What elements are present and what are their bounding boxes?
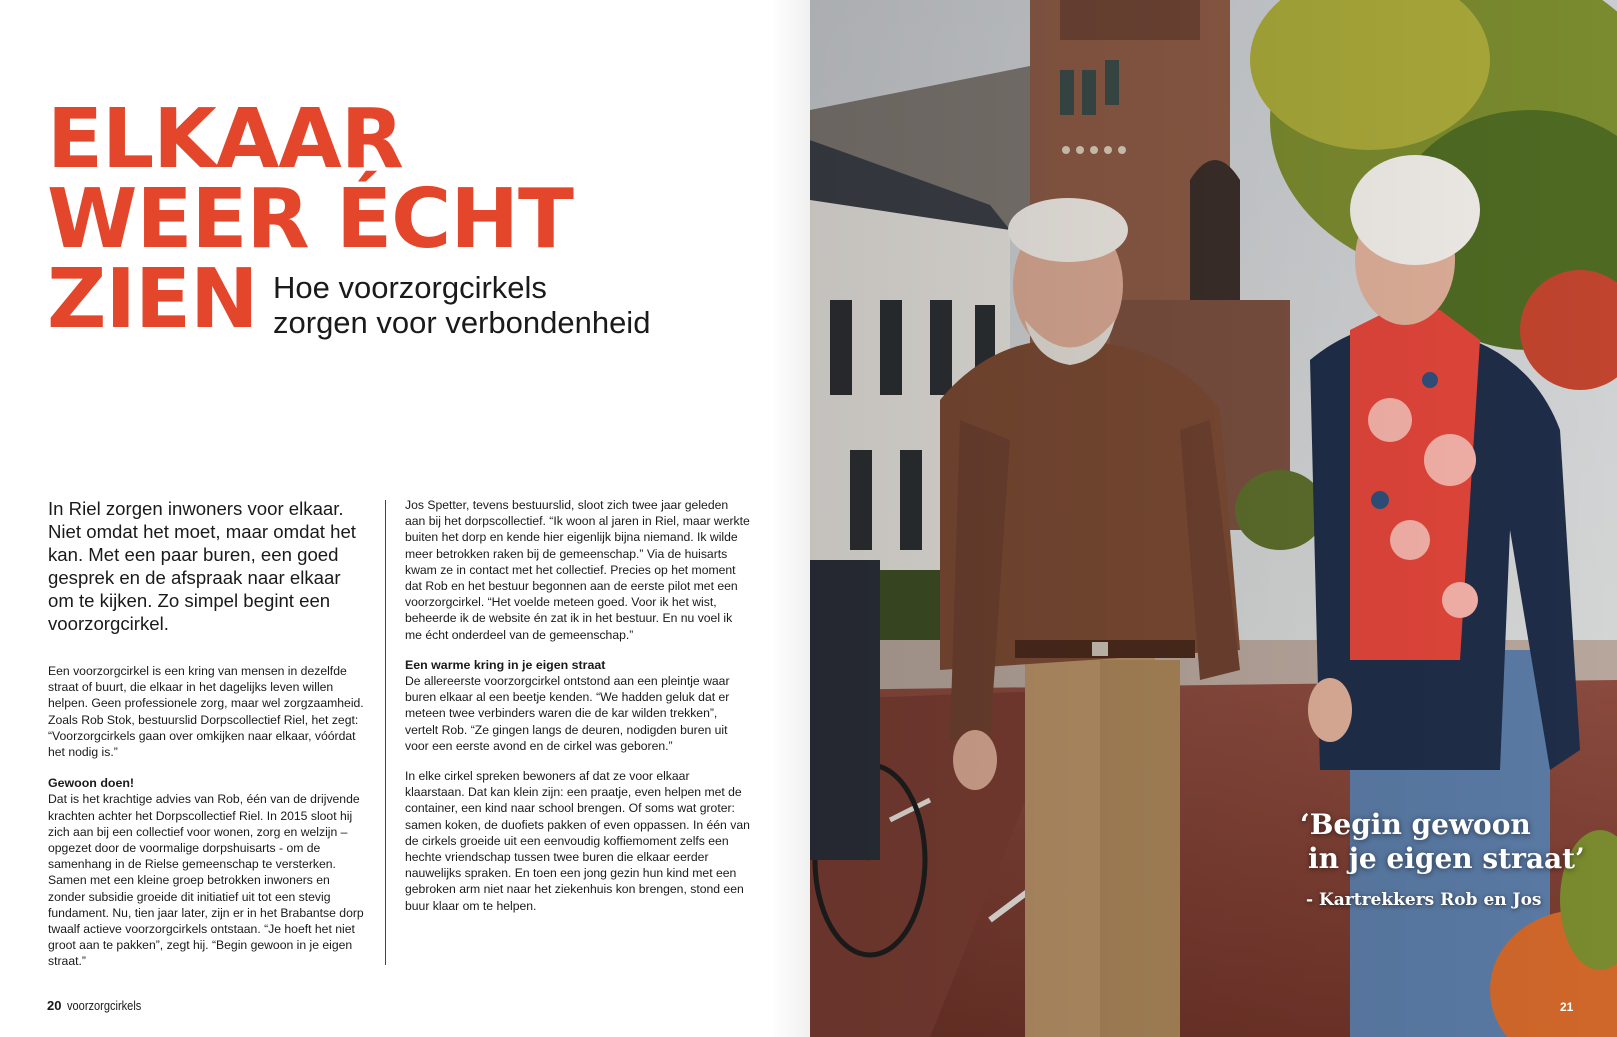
headline-line-3: ZIEN — [47, 252, 258, 347]
page-number: 20 — [47, 998, 62, 1013]
section-subhead: Gewoon doen! — [48, 776, 135, 791]
spine-shadow — [770, 0, 810, 1037]
body-paragraph: In elke cirkel spreken bewoners af dat ze voor elkaar klaarstaan. Dat kan klein zijn: een praatje, even helpen met de container, een kind naar school brengen. Of soms wat groter: samen koken, de duofiets pakken of even oppassen. In één van de cirkels groeide uit een eenvoudig koffiemoment zelfs een hechte vriendschap tussen twee buren die elkaar eerder nauwelijks spraken. En toen een jong gezin hun kind met een gebroken arm niet naar het ziekenhuis kon brengen, stond een buur klaar om te helpen. — [405, 769, 750, 913]
headline-line-1: ELKAAR — [47, 92, 403, 187]
section-name: voorzorgcirkels — [67, 998, 142, 1013]
column-divider — [385, 500, 386, 965]
section-subhead: Een warme kring in je eigen straat — [405, 657, 606, 672]
pull-quote — [1300, 808, 1585, 876]
body-paragraph: Jos Spetter, tevens bestuurslid, sloot zich twee jaar geleden aan bij het dorpscollectief. “Ik woon al jaren in Riel, maar werkte buiten het dorp en kende hier eigenlijk bijna niemand. Ik wilde meer betrokken raken bij de gemeenschap.” Via de huisarts kwam ze in contact met het collectief. Precies op het moment dat Rob en het bestuur begonnen aan de eerste pilot met een voorzorgcirkel. “Het voelde meteen goed. Voor ik het wist, beheerde ik de website én zat ik in het bestuur. En nu voel ik me écht onderdeel van de gemeenschap.” — [405, 498, 750, 642]
text-column-1 — [48, 497, 368, 984]
subtitle-line-2: zorgen voor verbondenheid — [273, 305, 651, 340]
subtitle-line-1: Hoe voorzorgcirkels — [273, 270, 547, 305]
right-page-photo — [810, 0, 1617, 1037]
quote-credit: - Kartrekkers Rob en Jos — [1306, 890, 1542, 910]
intro-paragraph: In Riel zorgen inwoners voor elkaar. Niet omdat het moet, maar omdat het kan. Met een paar buren, een goed gesprek en de afspraak naar elkaar om te kijken. Zo simpel begint een voorzorgcirkel. — [48, 498, 356, 634]
page-footer-left — [47, 998, 155, 1013]
street-portrait-photo — [810, 0, 1617, 1037]
body-paragraph: Een voorzorgcirkel is een kring van mensen in dezelfde straat of buurt, die elkaar in het dagelijks leven willen helpen. Geen professionele zorg, maar wel zorgzaamheid. Zoals Rob Stok, bestuurslid Dorpscollectief Riel, het zegt: “Voorzorgcirkels gaan over omkijken naar elkaar, vóórdat het nodig is.” — [48, 664, 364, 760]
body-paragraph: Dat is het krachtige advies van Rob, één van de drijvende krachten achter het Dorpscollectief Riel. In 2015 sloot hij zich aan bij een collectief voor wonen, zorg en welzijn – opgezet door de voormalige dorpshuisarts - om de samenhang in de Rielse gemeenschap te versterken. Samen met een kleine groep betrokken inwoners en zonder subsidie groeide dit initiatief uit tot een stevig fundament. Nu, tien jaar later, zijn er in het Brabantse dorp twaalf actieve voorzorgcirkels ontstaan. “Je hoeft het niet groot aan te pakken”, zegt hij. “Begin gewoon in je eigen straat.” — [48, 792, 364, 969]
body-paragraph: De allereerste voorzorgcirkel ontstond aan een pleintje waar buren elkaar al een beetje kenden. “We hadden geluk dat er meteen twee verbinders waren die de kar wilden trekken”, vertelt Rob. “Ze gingen langs de deuren, nodigden buren uit voor een eerste avond en de cirkel was geboren.” — [405, 674, 730, 753]
page-number-right: 21 — [1560, 1000, 1574, 1014]
quote-line-2: in je eigen straat’ — [1308, 842, 1585, 875]
quote-line-1: ‘Begin gewoon — [1300, 808, 1531, 841]
headline-line-2: WEER ÉCHT — [47, 172, 573, 267]
article-subtitle — [273, 270, 650, 340]
text-column-2 — [405, 497, 750, 928]
